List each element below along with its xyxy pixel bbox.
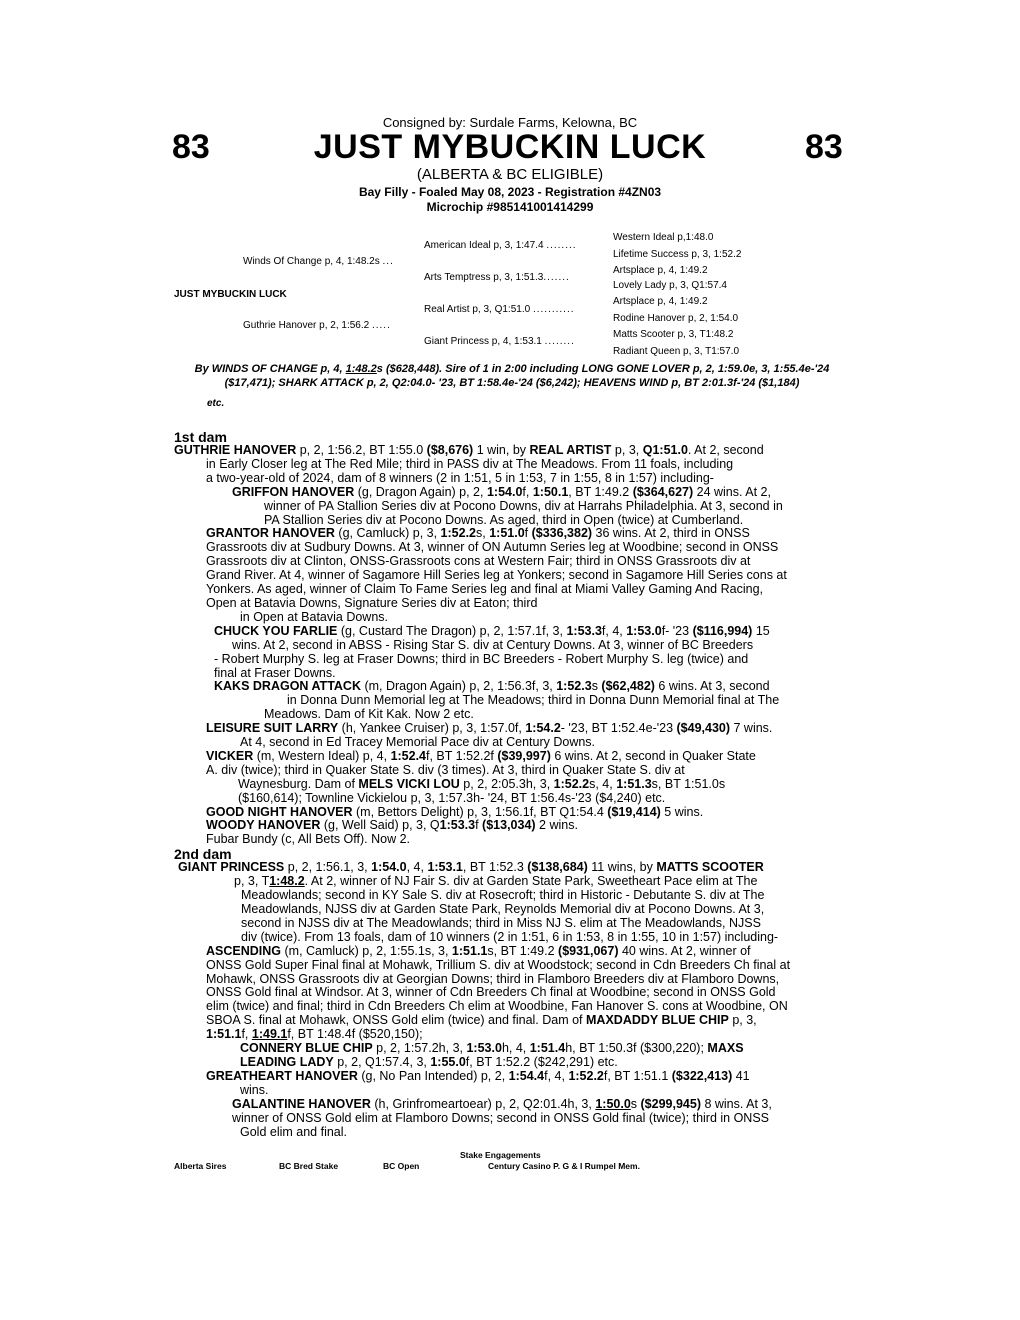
offspring-chuck-you-farlie: CHUCK YOU FARLIE (g, Custard The Dragon) p, 2, 1:57.1f, 3, 1:53.3f, 4, 1:53.0f- '23 ($116,994) 15 wins. At 2, second in ABSS - Rising Star S. div at Century Downs. At 3, winner of BC Breeders - Robert Murphy S. leg at Fraser Downs; third in BC Breeders - Robert Murphy S. leg (twice) and final at Fraser Downs. (214, 623, 770, 680)
pedigree-g4: Lovely Lady p, 3, Q1:57.4 (613, 280, 727, 291)
consignor-line: Consigned by: Surdale Farms, Kelowna, BC (382, 115, 638, 130)
offspring-leisure-suit-larry: LEISURE SUIT LARRY (h, Yankee Cruiser) p, 3, 1:57.0f, 1:54.2- '23, BT 1:52.4e-'23 ($49,430) 7 wins. At 4, second in Ed Tracey Memorial Pace div at Century Downs. (206, 721, 773, 750)
offspring-ascending: ASCENDING (m, Camluck) p, 2, 1:55.1s, 3, 1:51.1s, BT 1:49.2 ($931,067) 40 wins. At 2, winner of ONSS Gold Super Final final at Mohawk, Trillium S. div at Woodstock; second in Cdn Breeders Ch final at Mohawk, ONSS Grassroots div at Georgian Downs; third in Flamboro Breeders div at Flamboro Downs, ONSS Gold final at Windsor. At 3, winner of Cdn Breeders Ch final at Woodbine; second in ONSS Gold elim (twice) and final; third in Cdn Breeders Ch elim at Woodbine, Fan Hanover S. cons at Woodbine, ON SBOA S. final at Mohawk, ONSS Gold elim (twice) and final. Dam of MAXDADDY BLUE CHIP p, 3, 1:51.1f, 1:49.1f, BT 1:48.4f ($520,150); (206, 943, 791, 1042)
pedigree-g8: Radiant Queen p, 3, T1:57.0 (613, 346, 740, 357)
lot-number-left: 83 (172, 128, 210, 166)
offspring-griffon-hanover: GRIFFON HANOVER (g, Dragon Again) p, 2, 1:54.0f, 1:50.1, BT 1:49.2 ($364,627) 24 wins. At 2, winner of PA Stallion Series div at Pocono Downs, div at Harrahs Philadelphia. At 3, second in PA Stallion Series div at Pocono Downs. As aged, third in Open (twice) at Cumberland. (232, 484, 783, 527)
first-dam-heading: 1st dam (174, 429, 227, 445)
eligibility: (ALBERTA & BC ELIGIBLE) (416, 166, 604, 183)
stake-alberta-sires: Alberta Sires (174, 1161, 227, 1171)
first-dam-entry: GUTHRIE HANOVER p, 2, 1:56.2, BT 1:55.0 ($8,676) 1 win, by REAL ARTIST p, 3, Q1:51.0. At 2, second in Early Closer leg at The Red Mile; third in PASS div at The Meadows. From 11 foals, including a two-year-old of 2024, dam of 8 winners (2 in 1:51, 5 in 1:53, 7 in 1:55, 8 in 1:57) including- (174, 443, 764, 485)
pedigree-subject: JUST MYBUCKIN LUCK (174, 289, 287, 300)
pedigree-dam: Guthrie Hanover p, 2, 1:56.2 ..... (243, 320, 391, 331)
pedigree-sire: Winds Of Change p, 4, 1:48.2s ... (243, 256, 394, 267)
stake-century-casino: Century Casino P. G & I Rumpel Mem. (488, 1161, 640, 1171)
horse-description: Bay Filly - Foaled May 08, 2023 - Registration #4ZN03 (358, 185, 662, 199)
pedigree-g3: Artsplace p, 4, 1:49.2 (613, 265, 708, 276)
produce-record (174, 430, 854, 1139)
pedigree-g6: Rodine Hanover p, 2, 1:54.0 (613, 313, 739, 324)
pedigree-dam-sire: Real Artist p, 3, Q1:51.0 ........... (424, 304, 575, 315)
offspring-grantor-hanover: GRANTOR HANOVER (g, Camluck) p, 3, 1:52.2s, 1:51.0f ($336,382) 36 wins. At 2, third in ONSS Grassroots div at Sudbury Downs. At 3, winner of ON Autumn Series leg at Woodbine; second in ONSS Grassroots div at Clinton, ONSS-Grassroots cons at Western Fair; third in ONSS Grassroots div at Grand River. At 4, winner of Sagamore Hill Series leg at Yonkers; second in Sagamore Hill Series cons at Yonkers. As aged, winner of Claim To Fame Series leg and final at Miami Valley Gaming And Racing, Open at Batavia Downs, Signature Series div at Eaton; third in Open at Batavia Downs. (206, 526, 787, 624)
second-dam-heading: 2nd dam (174, 846, 232, 863)
pedigree-sire-dam: Arts Temptress p, 3, 1:51.3....... (424, 272, 570, 283)
pedigree-sire-sire: American Ideal p, 3, 1:47.4 ........ (424, 240, 577, 251)
lot-number-right: 83 (805, 128, 843, 166)
sire-summary: By WINDS OF CHANGE p, 4, 1:48.2s ($628,448). Sire of 1 in 2:00 including LONG GONE LOVER p, 2, 1:59.0e, 3, 1:55.4e-'24 ($17,471); SHARK ATTACK p, 2, Q2:04.0- '23, BT 1:58.4e-'24 ($6,242); HEAVENS WIND p, BT 2:01.3f-'24 ($1,184) (194, 363, 830, 389)
pedigree-g5: Artsplace p, 4, 1:49.2 (613, 296, 708, 307)
sire-summary-etc: etc. (207, 398, 225, 409)
stake-bc-bred: BC Bred Stake (279, 1161, 339, 1171)
offspring-vicker: VICKER (m, Western Ideal) p, 4, 1:52.4f, BT 1:52.2f ($39,997) 6 wins. At 2, second in Quaker State A. div (twice); third in Quaker State S. div (3 times). At 3, third in Quaker State S. div at Waynesburg. Dam of MELS VICKI LOU p, 2, 2:05.3h, 3, 1:52.2s, 4, 1:51.3s, BT 1:51.0s ($160,614); Townline Vickielou p, 3, 1:57.3h- '24, BT 1:56.4s-'23 ($4,240) etc. (206, 748, 756, 805)
offspring-good-night-hanover: GOOD NIGHT HANOVER (m, Bettors Delight) p, 3, 1:56.1f, BT Q1:54.4 ($19,414) 5 wins. (206, 804, 704, 819)
pedigree-dam-dam: Giant Princess p, 4, 1:53.1 ........ (424, 336, 575, 347)
pedigree-g7: Matts Scooter p, 3, T1:48.2 (613, 329, 734, 340)
horse-name: JUST MYBUCKIN LUCK (313, 128, 707, 166)
stake-engagements-heading: Stake Engagements (460, 1150, 541, 1160)
second-dam-entry: GIANT PRINCESS p, 2, 1:56.1, 3, 1:54.0, 4, 1:53.1, BT 1:52.3 ($138,684) 11 wins, by MATTS SCOOTER p, 3, T1:48.2. At 2, winner of NJ Fair S. div at Garden State Park, Sweetheart Pace elim at The Meadowlands; second in KY Sale S. div at Rosecroft; third in Historic - Debutante S. div at The Meadowlands, NJSS div at Garden State Park, Reynolds Memorial div at Pocono Downs. At 3, second in NJSS div at The Meadowlands; third in Miss NJ S. elim at The Meadowlands, NJSS div (twice). From 13 foals, dam of 10 winners (2 in 1:51, 6 in 1:53, 8 in 1:55, 10 in 1:57) including- (178, 860, 779, 944)
offspring-fubar-bundy: Fubar Bundy (c, All Bets Off). Now 2. (206, 832, 411, 847)
microchip: Microchip #985141001414299 (426, 200, 594, 214)
offspring-greatheart-hanover: GREATHEART HANOVER (g, No Pan Intended) p, 2, 1:54.4f, 4, 1:52.2f, BT 1:51.1 ($322,413) 41 wins. (206, 1068, 750, 1097)
offspring-woody-hanover: WOODY HANOVER (g, Well Said) p, 3, Q1:53.3f ($13,034) 2 wins. (206, 818, 578, 833)
pedigree-g1: Western Ideal p,1:48.0 (613, 232, 714, 243)
offspring-connery-blue-chip: CONNERY BLUE CHIP p, 2, 1:57.2h, 3, 1:53.0h, 4, 1:51.4h, BT 1:50.3f ($300,220); MAXS LEADING LADY p, 2, Q1:57.4, 3, 1:55.0f, BT 1:52.2 ($242,291) etc. (240, 1041, 744, 1069)
stake-bc-open: BC Open (383, 1161, 420, 1171)
pedigree-g2: Lifetime Success p, 3, 1:52.2 (613, 249, 742, 260)
offspring-kaks-dragon-attack: KAKS DRAGON ATTACK (m, Dragon Again) p, 2, 1:56.3f, 3, 1:52.3s ($62,482) 6 wins. At 3, second in Donna Dunn Memorial leg at The Meadows; third in Donna Dunn Memorial final at The Meadows. Dam of Kit Kak. Now 2 etc. (214, 679, 780, 722)
offspring-galantine-hanover: GALANTINE HANOVER (h, Grinfromeartoear) p, 2, Q2:01.4h, 3, 1:50.0s ($299,945) 8 wins. At 3, winner of ONSS Gold elim at Flamboro Downs; second in ONSS Gold final (twice); third in ONSS Gold elim and final. (232, 1096, 772, 1139)
